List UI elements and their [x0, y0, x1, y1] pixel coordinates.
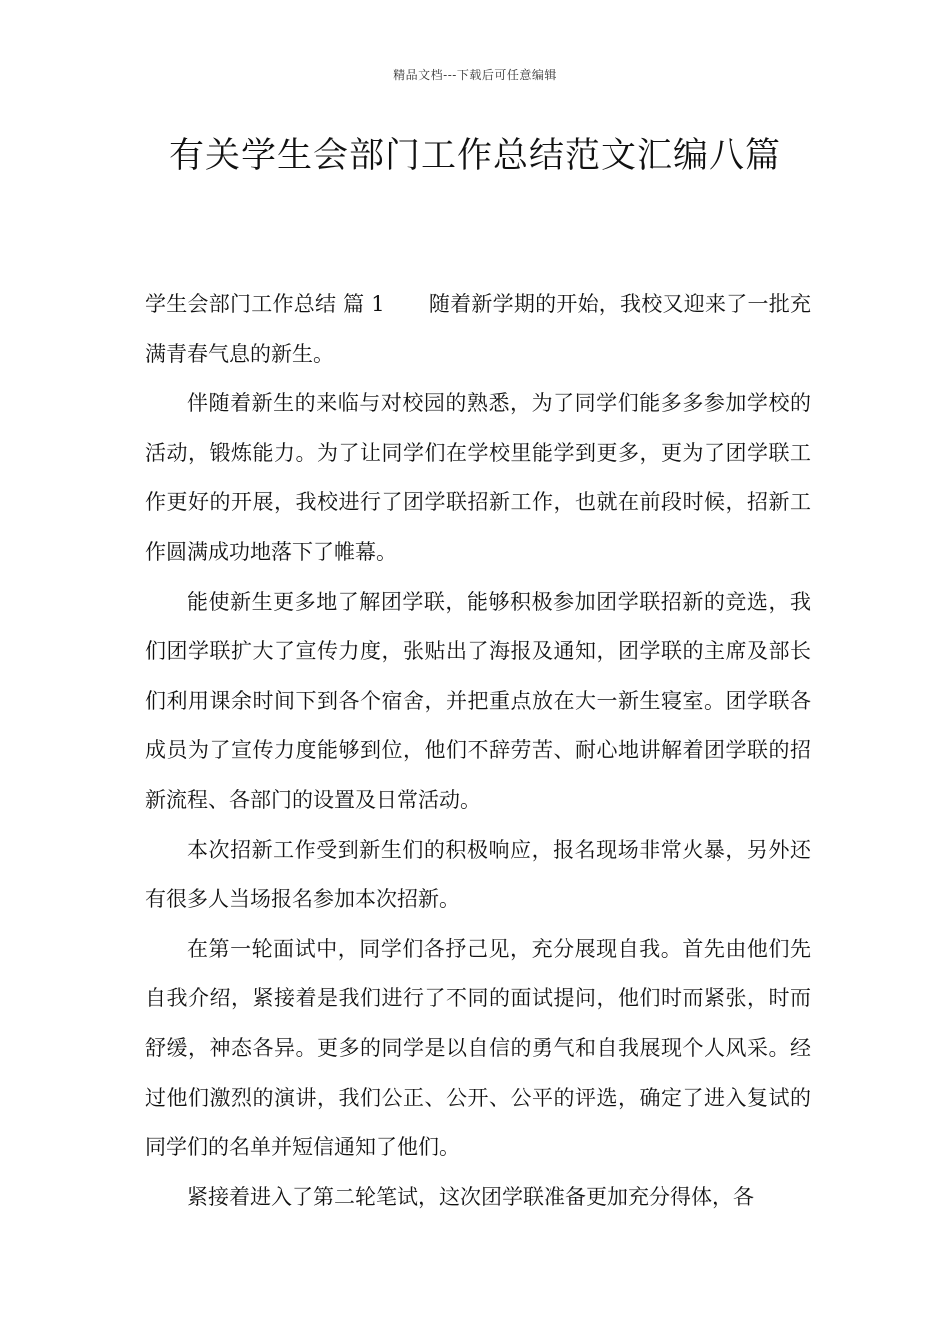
paragraph: 本次招新工作受到新生们的积极响应，报名现场非常火暴，另外还有很多人当场报名参加本次招新。 — [145, 837, 811, 912]
paragraph: 紧接着进入了第二轮笔试，这次团学联准备更加充分得体，各 — [187, 1184, 754, 1209]
first-paragraph-text: 随着新学期的开始，我校又迎来了一批充满青春气息的新生。 — [145, 292, 811, 366]
document-title: 有关学生会部门工作总结范文汇编八篇 — [168, 136, 781, 176]
document-body — [145, 280, 811, 1222]
header-note: 精品文档---下载后可任意编辑 — [393, 68, 557, 82]
paragraph: 在第一轮面试中，同学们各抒己见，充分展现自我。首先由他们先自我介绍，紧接着是我们进行了不同的面试提问，他们时而紧张，时而舒缓，神态各异。更多的同学是以自信的勇气和自我展现个人风采。经过他们激烈的演讲，我们公正、公开、公平的评选，确定了进入复试的同学们的名单并短信通知了他们。 — [145, 936, 811, 1160]
paragraph: 能使新生更多地了解团学联，能够积极参加团学联招新的竞选，我们团学联扩大了宣传力度，张贴出了海报及通知，团学联的主席及部长们利用课余时间下到各个宿舍，并把重点放在大一新生寝室。团学联各成员为了宣传力度能够到位，他们不辞劳苦、耐心地讲解着团学联的招新流程、各部门的设置及日常活动。 — [145, 589, 811, 812]
paragraph: 伴随着新生的来临与对校园的熟悉，为了同学们能多多参加学校的活动，锻炼能力。为了让同学们在学校里能学到更多，更为了团学联工作更好的开展，我校进行了团学联招新工作，也就在前段时候，招新工作圆满成功地落下了帷幕。 — [145, 391, 811, 564]
section-heading: 学生会部门工作总结 篇 1 — [145, 292, 385, 316]
first-paragraph — [145, 280, 811, 379]
